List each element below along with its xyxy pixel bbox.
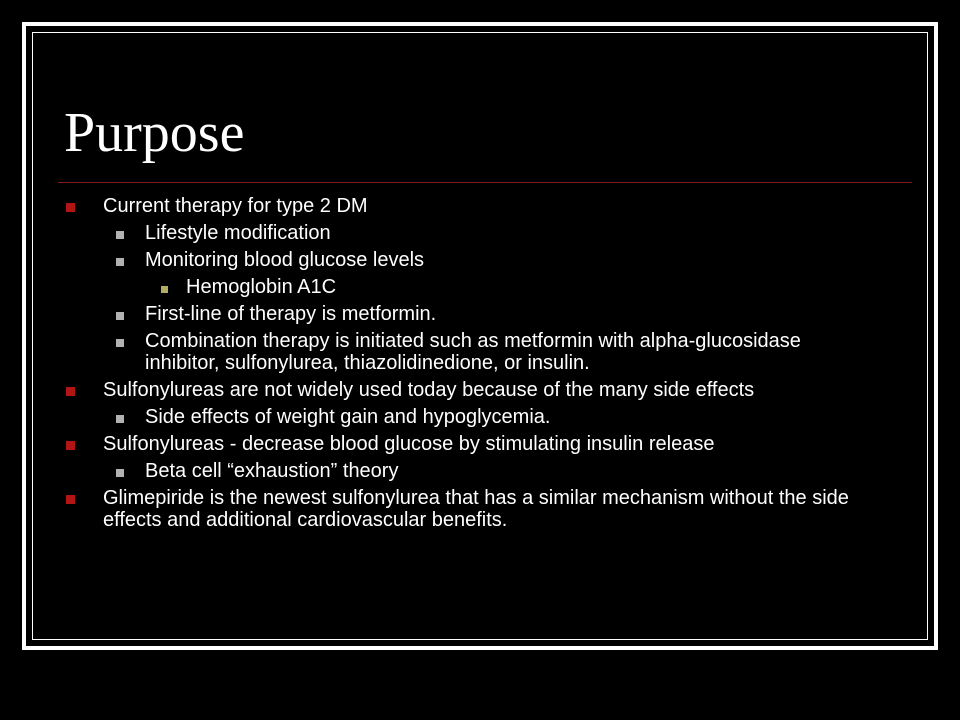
sub-bullet-item (0, 330, 825, 374)
square-bullet-icon (116, 339, 124, 347)
sub-bullet-item (0, 249, 825, 271)
square-bullet-icon (116, 312, 124, 320)
bullet-text: Beta cell “exhaustion” theory (145, 460, 399, 482)
square-bullet-icon (66, 495, 75, 504)
bullet-text: Monitoring blood glucose levels (145, 249, 425, 271)
sub-bullet-item (0, 460, 825, 482)
sub-bullet-item (0, 406, 825, 428)
square-bullet-icon (116, 469, 124, 477)
slide-title: Purpose (64, 102, 245, 164)
square-bullet-icon (66, 203, 75, 212)
sub-bullet-item (0, 222, 825, 244)
bullet-text: First-line of therapy is metformin. (145, 303, 437, 325)
bullet-text: Side effects of weight gain and hypoglycemia. (145, 406, 551, 428)
bullet-text: Glimepiride is the newest sulfonylurea that has a similar mechanism without the side effects and additional cardiovascular benefits. (103, 487, 849, 531)
bullet-item (0, 433, 893, 455)
bullet-item (0, 379, 893, 401)
sub-sub-bullet-item (0, 276, 826, 298)
bullet-item (0, 487, 893, 531)
square-bullet-icon (116, 231, 124, 239)
square-bullet-icon (116, 258, 124, 266)
bullet-text: Sulfonylureas are not widely used today because of the many side effects (103, 379, 755, 401)
square-bullet-icon (66, 441, 75, 450)
bullet-text: Sulfonylureas - decrease blood glucose by stimulating insulin release (103, 433, 715, 455)
bullet-text: Combination therapy is initiated such as metformin with alpha-glucosidase inhibitor, sulfonylurea, thiazolidinedione, or insulin. (145, 330, 801, 374)
square-bullet-icon (66, 387, 75, 396)
title-divider (58, 182, 912, 183)
square-bullet-icon (116, 415, 124, 423)
bullet-item (0, 195, 893, 217)
sub-bullet-item (0, 303, 825, 325)
bullet-list (0, 195, 960, 536)
bullet-text: Lifestyle modification (145, 222, 331, 244)
bullet-text: Hemoglobin A1C (186, 276, 337, 298)
bullet-text: Current therapy for type 2 DM (103, 195, 368, 217)
square-bullet-icon (161, 286, 168, 293)
